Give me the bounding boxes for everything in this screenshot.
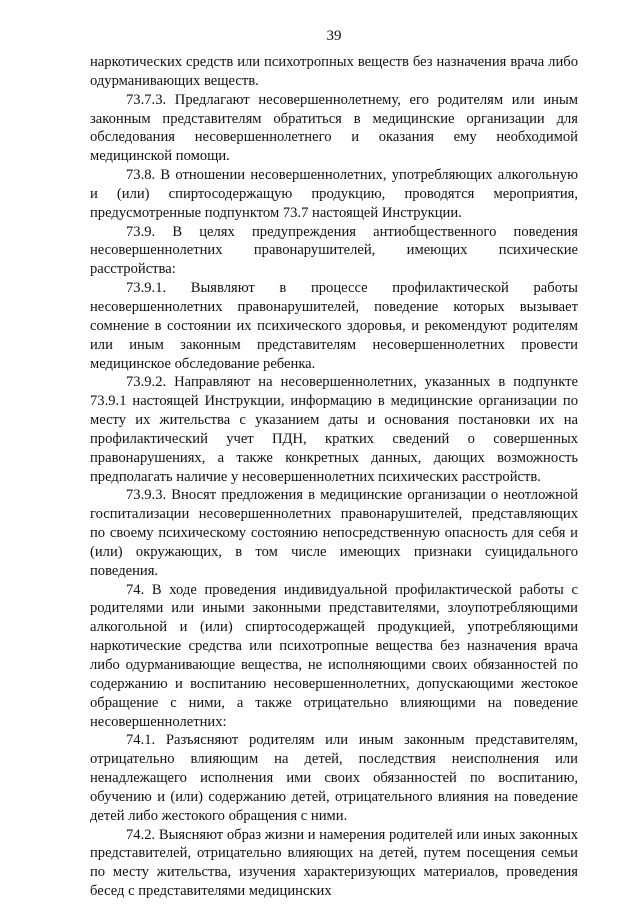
paragraph-73-9: 73.9. В целях предупреждения антиобщественного поведения несовершеннолетних правонарушителей, имеющих психические расстройства: [90, 223, 578, 278]
paragraph-73-8: 73.8. В отношении несовершеннолетних, употребляющих алкогольную и (или) спиртосодержащую продукцию, проводятся мероприятия, предусмотренные подпунктом 73.7 настоящей Инструкции. [90, 167, 578, 221]
paragraph-73-9-2: 73.9.2. Направляют на несовершеннолетних, указанных в подпункте 73.9.1 настоящей Инструкции, информацию в медицинские организации по месту их жительства с указанием даты и основания постановки их на профилактический учет ПДН, кратких сведений о совершенных правонарушениях, а также конкретных данных, дающих возможность предполагать наличие у несовершеннолетних психических расстройств. [90, 374, 578, 485]
paragraph-73-9-3: 73.9.3. Вносят предложения в медицинские организации о неотложной госпитализации несовершеннолетних правонарушителей, представляющих по своему психическому состоянию непосредственную опасность для себя и (или) окружающих, в том числе имеющих признаки суицидального поведения. [90, 487, 578, 579]
paragraph-73-7-3: 73.7.3. Предлагают несовершеннолетнему, его родителям или иным законным представителям обратиться в медицинские организации для обследования несовершеннолетнего и оказания ему необходимой медицинской помощи. [90, 91, 578, 165]
paragraph-74: 74. В ходе проведения индивидуальной профилактической работы с родителями или иными законными представителями, злоупотребляющими алкогольной и (или) спиртосодержащей продукцией, употребляющими наркотические средства или психотропные вещества без назначения врача либо одурманивающие вещества, не исполняющими своих обязанностей по содержанию и воспитанию несовершеннолетних, допускающими жестокое обращение с ними, а также отрицательно влияющими на поведение несовершеннолетних: [90, 581, 578, 730]
paragraph-continuation: наркотических средств или психотропных веществ без назначения врача либо одурманивающих веществ. [90, 54, 578, 89]
paragraph-74-1: 74.1. Разъясняют родителям или иным законным представителям, отрицательно влияющим на детей, последствия неисполнения или ненадлежащего исполнения ими своих обязанностей по воспитанию, обучению и (или) содержанию детей, отрицательного влияния на поведение детей либо жестокого обращения с ними. [90, 732, 578, 824]
paragraph-73-9-1: 73.9.1. Выявляют в процессе профилактической работы несовершеннолетних правонарушителей, поведение которых вызывает сомнение в состоянии их психического здоровья, и рекомендуют родителям или иным законным представителям несовершеннолетних провести медицинское обследование ребенка. [90, 280, 578, 372]
paragraph-74-2: 74.2. Выясняют образ жизни и намерения родителей или иных законных представителей, отрицательно влияющих на детей, путем посещения семьи по месту жительства, изучения характеризующих материалов, проведения бесед с представителями медицинских [90, 826, 578, 900]
page-number: 39 [326, 28, 342, 44]
